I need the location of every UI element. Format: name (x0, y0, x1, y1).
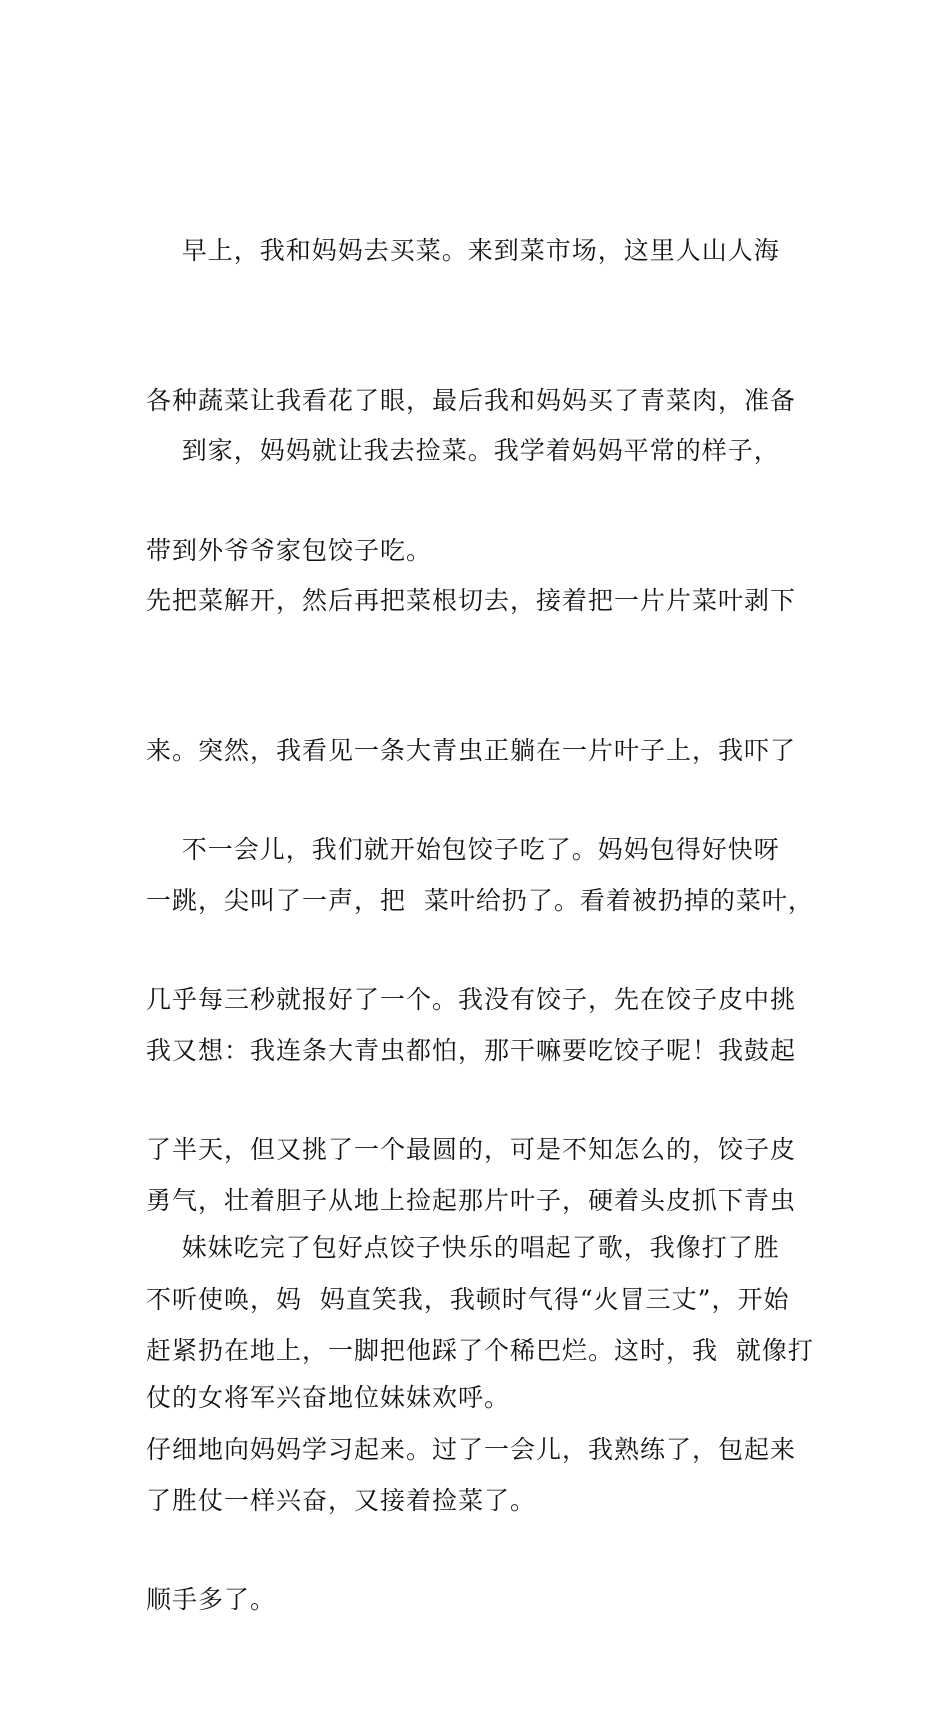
text-line: 到家，妈妈就让我去捡菜。我学着妈妈平常的样子， (146, 436, 780, 465)
text-line: 妹妹吃完了包好点饺子快乐的唱起了歌，我像打了胜 (146, 1233, 780, 1262)
text-line: 赶紧扔在地上，一脚把他踩了个稀巴烂。这时，我 就像打 (146, 1336, 814, 1365)
text-line: 早上，我和妈妈去买菜。来到菜市场，这里人山人海 (146, 236, 780, 265)
text-line: 来。突然，我看见一条大青虫正躺在一片叶子上，我吓了 (146, 736, 797, 765)
text-line: 我又想：我连条大青虫都怕，那干嘛要吃饺子呢！我鼓起 (146, 1036, 797, 1065)
paragraph-4 (146, 1123, 814, 1523)
text-line: 不一会儿，我们就开始包饺子吃了。妈妈包得好快呀 (146, 835, 780, 864)
text-line: 了胜仗一样兴奋，又接着捡菜了。 (146, 1486, 537, 1515)
text-line: 勇气，壮着胆子从地上捡起那片叶子，硬着头皮抓下青虫 (146, 1186, 797, 1215)
text-line: 了半天，但又挑了一个最圆的，可是不知怎么的，饺子皮 (146, 1135, 797, 1164)
text-line: 一跳，尖叫了一声，把 菜叶给扔了。看着被扔掉的菜叶， (146, 886, 814, 915)
text-line: 带到外爷爷家包饺子吃。 (146, 536, 433, 565)
text-line: 不听使唤，妈 妈直笑我，我顿时气得“火冒三丈”，开始 (146, 1285, 790, 1314)
text-line: 仗的女将军兴奋地位妹妹欢呼。 (146, 1383, 511, 1412)
text-line: 各种蔬菜让我看花了眼，最后我和妈妈买了青菜肉，准备 (146, 386, 797, 415)
text-line: 几乎每三秒就报好了一个。我没有饺子，先在饺子皮中挑 (146, 985, 797, 1014)
text-line: 先把菜解开，然后再把菜根切去，接着把一片片菜叶剥下 (146, 586, 797, 615)
text-line: 仔细地向妈妈学习起来。过了一会儿，我熟练了，包起来 (146, 1435, 797, 1464)
text-line: 顺手多了。 (146, 1585, 277, 1614)
